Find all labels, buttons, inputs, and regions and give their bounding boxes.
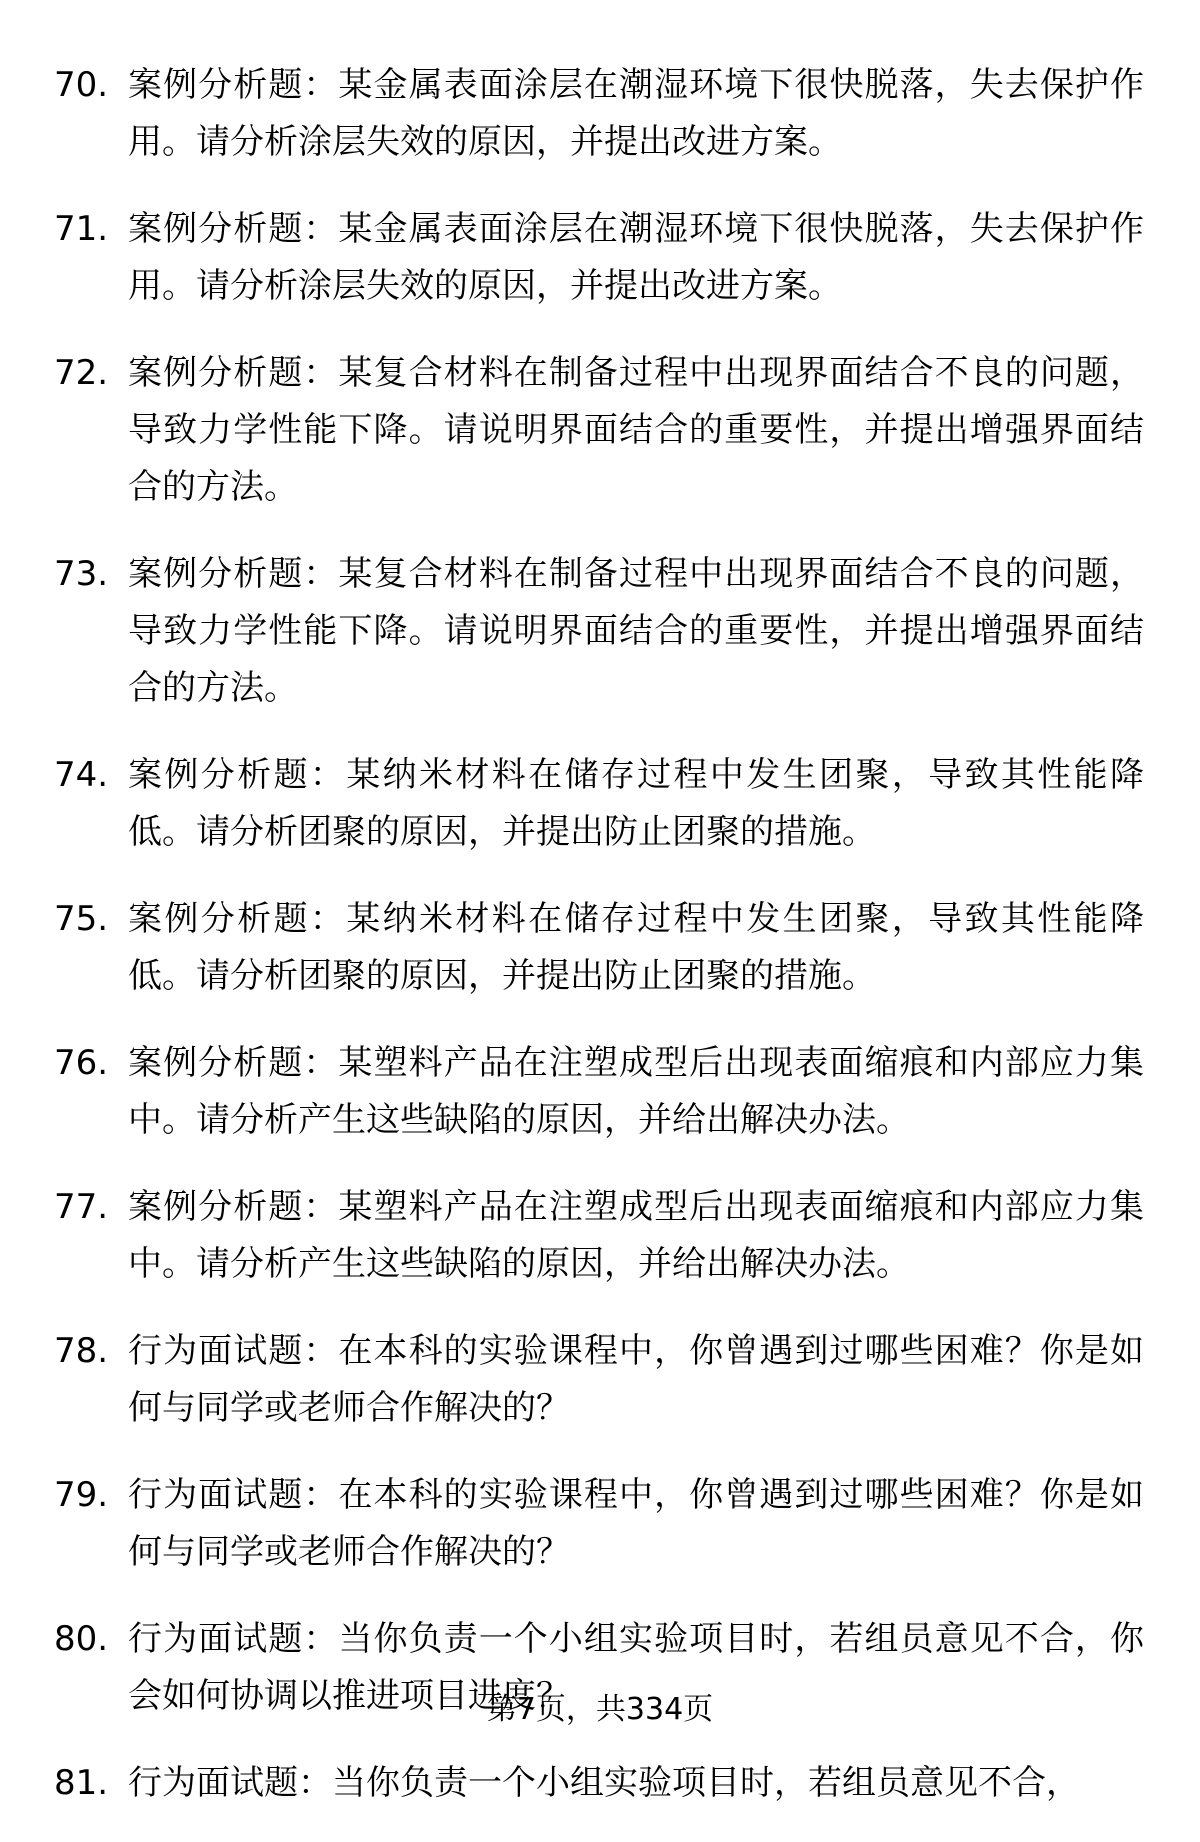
question-list — [0, 57, 1200, 1842]
question-text: 案例分析题：某纳米材料在储存过程中发生团聚，导致其性能降低。请分析团聚的原因，并提出防止团聚的措施。 — [128, 755, 1144, 852]
question-number: 80. — [54, 1619, 109, 1659]
question-text: 案例分析题：某复合材料在制备过程中出现界面结合不良的问题，导致力学性能下降。请说明界面结合的重要性，并提出增强界面结合的方法。 — [128, 353, 1144, 507]
question-text: 行为面试题：当你负责一个小组实验项目时，若组员意见不合，你会如何协调以推进项目进度？ — [128, 1619, 1144, 1716]
question-text: 行为面试题：当你负责一个小组实验项目时，若组员意见不合， — [128, 1763, 1080, 1803]
question-text: 行为面试题：在本科的实验课程中，你曾遇到过哪些困难？你是如何与同学或老师合作解决的？ — [128, 1475, 1144, 1572]
question-item — [0, 345, 1200, 516]
question-number: 73. — [54, 554, 109, 594]
page-footer: 第7页，共334页 — [486, 1692, 714, 1727]
question-text: 案例分析题：某复合材料在制备过程中出现界面结合不良的问题，导致力学性能下降。请说明界面结合的重要性，并提出增强界面结合的方法。 — [128, 554, 1144, 708]
question-item — [0, 1179, 1200, 1293]
question-number: 72. — [54, 353, 109, 393]
question-item — [0, 57, 1200, 171]
question-text: 行为面试题：在本科的实验课程中，你曾遇到过哪些困难？你是如何与同学或老师合作解决的？ — [128, 1331, 1144, 1428]
question-number: 76. — [54, 1043, 109, 1083]
question-number: 81. — [54, 1763, 109, 1803]
question-number: 75. — [54, 899, 109, 939]
question-item — [0, 891, 1200, 1005]
question-number: 78. — [54, 1331, 109, 1371]
question-text: 案例分析题：某塑料产品在注塑成型后出现表面缩痕和内部应力集中。请分析产生这些缺陷的原因，并给出解决办法。 — [128, 1043, 1144, 1140]
question-item — [0, 1323, 1200, 1437]
question-item — [0, 747, 1200, 861]
question-text: 案例分析题：某纳米材料在储存过程中发生团聚，导致其性能降低。请分析团聚的原因，并提出防止团聚的措施。 — [128, 899, 1144, 996]
question-number: 79. — [54, 1475, 109, 1515]
question-item — [0, 201, 1200, 315]
question-item — [0, 546, 1200, 717]
question-item — [0, 1035, 1200, 1149]
question-item — [0, 1755, 1200, 1812]
question-text: 案例分析题：某塑料产品在注塑成型后出现表面缩痕和内部应力集中。请分析产生这些缺陷的原因，并给出解决办法。 — [128, 1187, 1144, 1284]
question-item — [0, 1467, 1200, 1581]
question-text: 案例分析题：某金属表面涂层在潮湿环境下很快脱落，失去保护作用。请分析涂层失效的原因，并提出改进方案。 — [128, 209, 1144, 306]
question-number: 74. — [54, 755, 109, 795]
question-text: 案例分析题：某金属表面涂层在潮湿环境下很快脱落，失去保护作用。请分析涂层失效的原因，并提出改进方案。 — [128, 65, 1144, 162]
question-number: 70. — [54, 65, 109, 105]
question-number: 71. — [54, 209, 109, 249]
question-number: 77. — [54, 1187, 109, 1227]
